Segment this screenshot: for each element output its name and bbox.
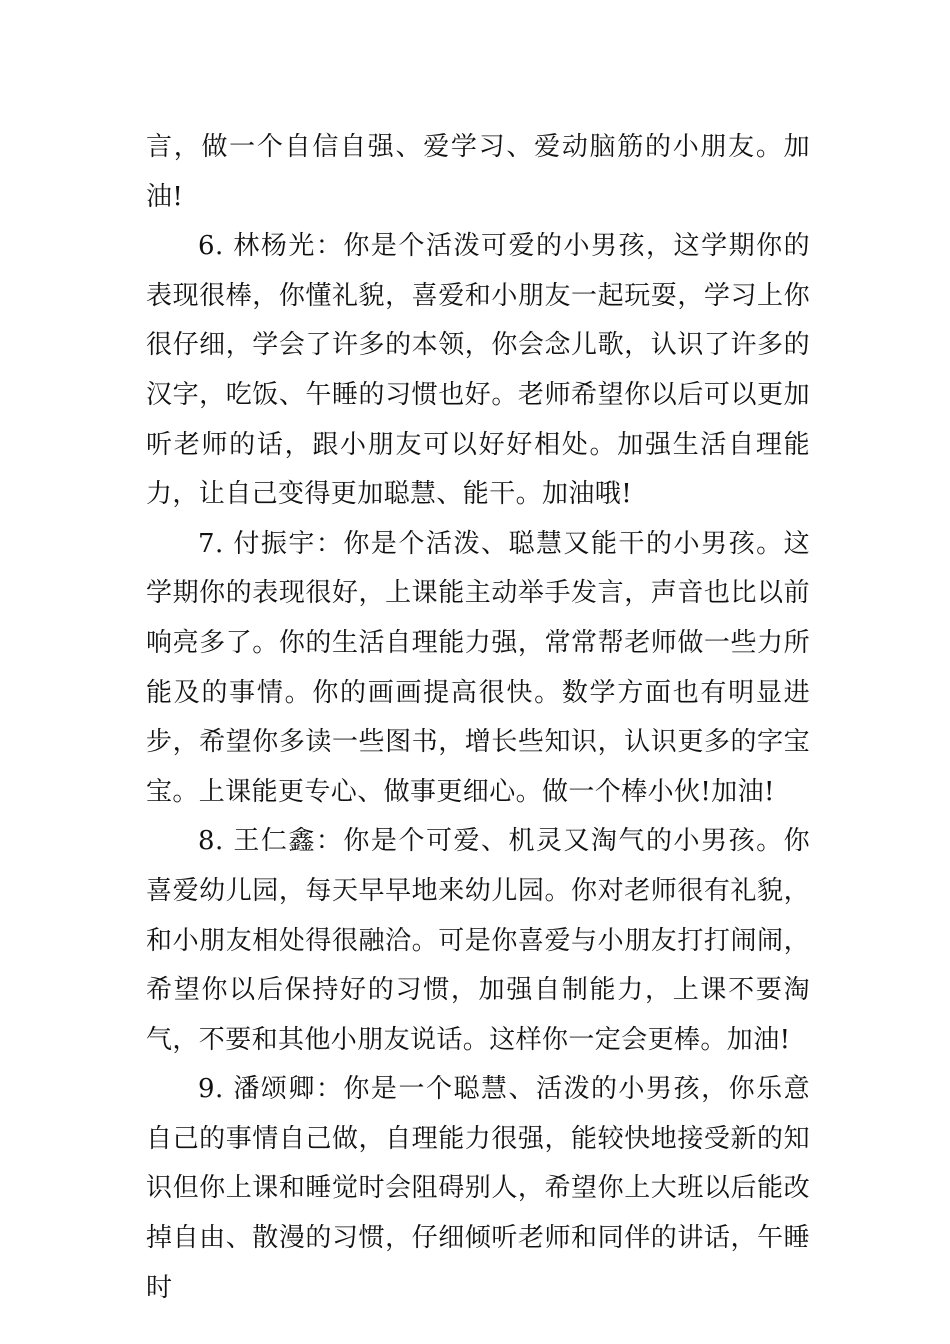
- paragraph-comment-6: 6. 林杨光：你是个活泼可爱的小男孩，这学期你的表现很棒，你懂礼貌，喜爱和小朋友一起玩耍，学习上你很仔细，学会了许多的本领，你会念儿歌，认识了许多的汉字，吃饭、午睡的习惯也好。老师希望你以后可以更加听老师的话，跟小朋友可以好好相处。加强生活自理能力，让自己变得更加聪慧、能干。加油哦!: [146, 231, 810, 510]
- paragraph-comment-9: 9. 潘颂卿：你是一个聪慧、活泼的小男孩，你乐意自己的事情自己做，自理能力很强，能较快地接受新的知识但你上课和睡觉时会阻碍别人，希望你上大班以后能改掉自由、散漫的习惯，仔细倾听老师和同伴的讲话，午睡时: [146, 1074, 810, 1303]
- paragraph-comment-8: 8. 王仁鑫：你是个可爱、机灵又淘气的小男孩。你喜爱幼儿园，每天早早地来幼儿园。你对老师很有礼貌，和小朋友相处得很融洽。可是你喜爱与小朋友打打闹闹，希望你以后保持好的习惯，加强自制能力，上课不要淘气，不要和其他小朋友说话。这样你一定会更棒。加油!: [146, 826, 810, 1055]
- paragraph-continuation: 言，做一个自信自强、爱学习、爱动脑筋的小朋友。加油!: [146, 132, 810, 212]
- document-body: [146, 123, 810, 1313]
- paragraph-comment-7: 7. 付振宇：你是个活泼、聪慧又能干的小男孩。这学期你的表现很好，上课能主动举手发言，声音也比以前响亮多了。你的生活自理能力强，常常帮老师做一些力所能及的事情。你的画画提高很快。数学方面也有明显进步，希望你多读一些图书，增长些知识，认识更多的字宝宝。上课能更专心、做事更细心。做一个棒小伙!加油!: [146, 528, 810, 807]
